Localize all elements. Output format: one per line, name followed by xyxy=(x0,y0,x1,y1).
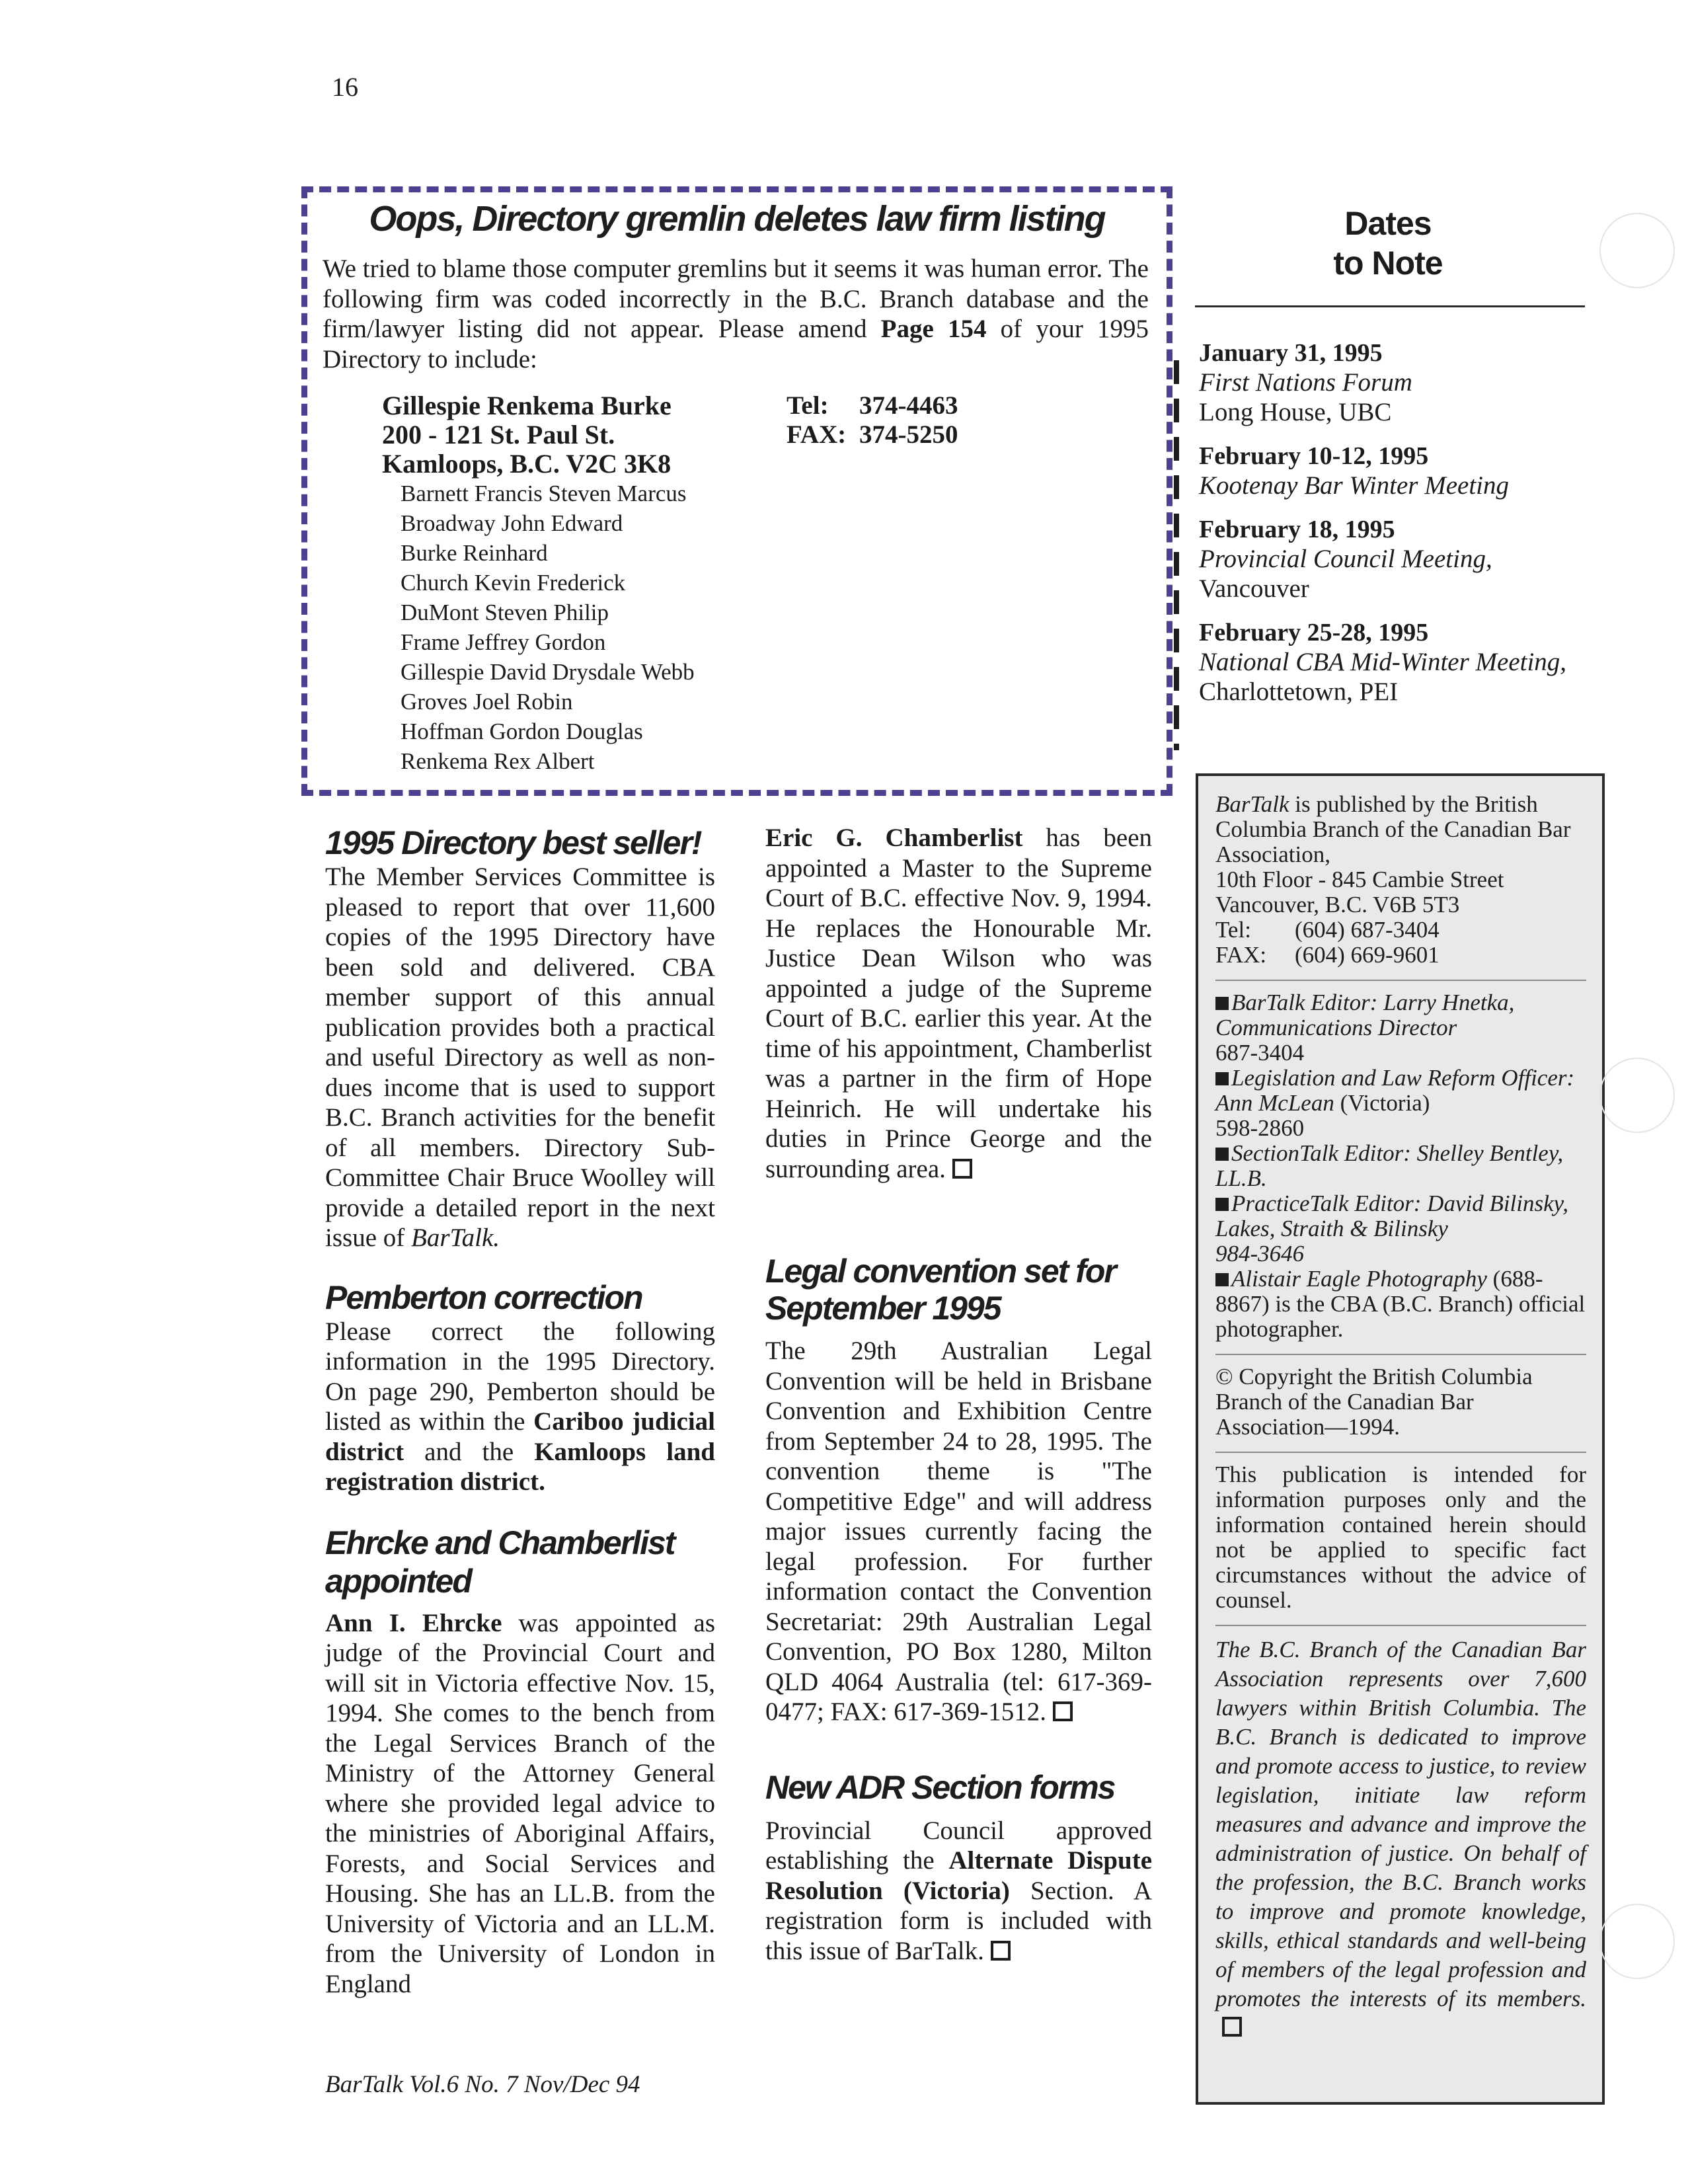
convention-body xyxy=(765,1336,1152,1727)
binder-hole xyxy=(1599,1904,1675,1979)
editor-phone: 687-3404 xyxy=(1215,1040,1305,1066)
oops-headline-text: Oops, Directory gremlin deletes law firm listing xyxy=(369,199,1105,239)
date-label: January 31, 1995 xyxy=(1199,339,1383,367)
dates-title-line1: Dates xyxy=(1344,205,1432,242)
dates-title-line2: to Note xyxy=(1333,245,1443,282)
date-event: First Nations Forum xyxy=(1199,368,1412,397)
end-mark-icon xyxy=(952,1159,972,1179)
sectiontalk-entry xyxy=(1215,1141,1586,1191)
pemberton-bold-2: Kamloops land registration district. xyxy=(325,1437,715,1496)
pub-text: is published by the British Columbia Branch of the Canadian Bar Association, xyxy=(1215,791,1571,867)
adr-headline: New ADR Section forms xyxy=(765,1768,1115,1806)
ehrcke-body xyxy=(325,1608,715,2000)
ehrcke-text: was appointed as judge of the Provincial Court and will sit in Victoria effective Nov. 15, 1994. She comes to the bench from the Legal Services Branch of the Ministry of the Attorney General where she provided legal advice to the ministries of Aboriginal Affairs, Forests, and Social Services and Housing. She has an LL.B. from the University of Victoria and an LL.M. from the University of London in England xyxy=(325,1608,715,1998)
date-place: Vancouver xyxy=(1199,574,1309,603)
legislation-italic: Legislation and Law Reform Officer: Ann McLean xyxy=(1215,1065,1575,1116)
adr-bold: Alternate Dispute Resolution (Victoria) xyxy=(765,1846,1153,1905)
list-item: Broadway John Edward xyxy=(401,510,623,536)
pemberton-body xyxy=(325,1317,715,1497)
firm-tel-label: Tel: xyxy=(787,391,829,420)
middle-column xyxy=(765,823,1152,1966)
pub-italic: BarTalk xyxy=(1215,791,1289,817)
list-item: DuMont Steven Philip xyxy=(401,600,609,625)
bullet-square-icon xyxy=(1215,1072,1229,1085)
adr-text-a: Provincial Council approved establishing the xyxy=(765,1816,1152,1875)
bullet-square-icon xyxy=(1215,1273,1229,1286)
practicetalk-text: PracticeTalk Editor: David Bilinsky, Lakes, Straith & Bilinsky xyxy=(1215,1190,1569,1241)
firm-address-line2: Kamloops, B.C. V2C 3K8 xyxy=(382,449,672,479)
sidebar-divider xyxy=(1215,1354,1586,1355)
date-event: National CBA Mid-Winter Meeting, xyxy=(1199,648,1567,676)
date-entry xyxy=(1199,338,1589,427)
pub-fax xyxy=(1215,943,1586,968)
ehrcke-name: Ann I. Ehrcke xyxy=(325,1608,502,1637)
date-place: Long House, UBC xyxy=(1199,398,1392,426)
firm-name: Gillespie Renkema Burke xyxy=(382,391,672,420)
disclaimer: This publication is intended for information purposes only and the information contained herein should not be applied to specific fact circumstances without the advice of counsel. xyxy=(1215,1462,1586,1613)
left-column xyxy=(325,824,715,1999)
list-item: Groves Joel Robin xyxy=(401,689,573,715)
end-mark-icon xyxy=(991,1941,1011,1961)
pub-tel-label: Tel: xyxy=(1215,917,1251,943)
best-seller-headline: 1995 Directory best seller! xyxy=(325,824,701,861)
photo-italic: Alistair Eagle Photography xyxy=(1231,1266,1487,1292)
bullet-square-icon xyxy=(1215,997,1229,1010)
legislation-phone: 598-2860 xyxy=(1215,1115,1305,1141)
photo-entry xyxy=(1215,1267,1586,1342)
adr-body xyxy=(765,1816,1152,1967)
oops-intro-bold: Page 154 xyxy=(880,315,987,343)
oops-intro xyxy=(323,254,1149,374)
firm-address-line1: 200 - 121 St. Paul St. xyxy=(382,420,615,449)
chamberlist-text: has been appointed a Master to the Supreme Court of B.C. effective Nov. 9, 1994. He replaces the Honourable Mr. Justice Dean Wilson who was appointed a judge of the Supreme Court of B.C. earlier this year. At the time of his appointment, Chamberlist was a partner in the firm of Hope Heinrich. He will undertake his duties in Prince George and the surrounding area. xyxy=(765,824,1152,1183)
practicetalk-phone: 984-3646 xyxy=(1215,1241,1305,1267)
sidebar-divider xyxy=(1215,1625,1586,1626)
bullet-square-icon xyxy=(1215,1198,1229,1211)
list-item: Hoffman Gordon Douglas xyxy=(401,719,643,744)
best-seller-text: The Member Services Committee is pleased to report that over 11,600 copies of the 1995 Directory have been sold and delivered. CBA member support of this annual publication provides both a practical and useful Directory as well as non-dues income that is used to support B.C. Branch activities for the benefit of all members. Directory Sub-Committee Chair Bruce Woolley will provide a detailed report in the next issue of xyxy=(325,863,715,1252)
photo-plain: (688-8867) is the CBA (B.C. Branch) official photographer. xyxy=(1215,1266,1586,1342)
legislation-entry xyxy=(1215,1066,1586,1116)
staff-list xyxy=(1215,990,1586,1342)
sectiontalk-text: SectionTalk Editor: Shelley Bentley, LL.B. xyxy=(1215,1140,1564,1191)
page-number: 16 xyxy=(332,72,358,102)
oops-headline xyxy=(311,198,1163,239)
pub-tel xyxy=(1215,917,1586,943)
oops-intro-a: We tried to blame those computer gremlins but it seems it was human error. The following firm was coded incorrectly in the B.C. Branch database and the firm/lawyer listing did not appear. Please amend xyxy=(323,254,1149,343)
pub-fax-label: FAX: xyxy=(1215,942,1267,968)
bullet-square-icon xyxy=(1215,1148,1229,1161)
dates-title xyxy=(1196,204,1580,283)
convention-headline xyxy=(765,1253,1152,1327)
firm-contact xyxy=(787,391,958,449)
pub-statement xyxy=(1215,792,1586,867)
dates-side-bar xyxy=(1174,360,1179,750)
pub-address-line2: Vancouver, B.C. V6B 5T3 xyxy=(1215,892,1460,917)
list-item: Renkema Rex Albert xyxy=(401,748,595,774)
convention-text: The 29th Australian Legal Convention will be held in Brisbane Convention and Exhibition Centre from September 24 to 28, 1995. The convention theme is "The Competitive Edge" and will address major issues currently facing the legal profession. For further information contact the Convention Secretariat: 29th Australian Legal Convention, PO Box 1280, Milton QLD 4064 Australia (tel: 617-369-0477; FAX: 617-369-1512. xyxy=(765,1337,1152,1726)
mission-statement xyxy=(1215,1635,1586,2043)
date-entry xyxy=(1199,618,1589,707)
binder-hole xyxy=(1599,1058,1675,1133)
list-item: Frame Jeffrey Gordon xyxy=(401,629,606,655)
firm-fax-label: FAX: xyxy=(787,420,847,449)
mission-text: The B.C. Branch of the Canadian Bar Association represents over 7,600 lawyers within British Columbia. The B.C. Branch is dedicated to improve and promote access to justice, to review legislation, initiate law reform measures and advance and improve the administration of justice. On behalf of the profession, the B.C. Branch works to improve and promote knowledge, skills, ethical standards and well-being of members of the legal profession and promotes the interests of its members. xyxy=(1215,1637,1586,2011)
oops-intro-b: of your 1995 Directory to include: xyxy=(323,315,1149,373)
date-label: February 18, 1995 xyxy=(1199,516,1395,543)
convention-headline-line2: September 1995 xyxy=(765,1290,1001,1327)
date-label: February 25-28, 1995 xyxy=(1199,619,1429,646)
sidebar-divider xyxy=(1215,980,1586,981)
binder-hole xyxy=(1599,213,1675,288)
convention-headline-line1: Legal convention set for xyxy=(765,1253,1116,1290)
pub-fax-value: (604) 669-9601 xyxy=(1295,942,1440,968)
firm-fax-value: 374-5250 xyxy=(859,420,958,449)
pub-address xyxy=(1215,867,1586,968)
sidebar-divider xyxy=(1215,1452,1586,1453)
firm-tel-value: 374-4463 xyxy=(859,391,958,420)
adr-text-b: Section. A registration form is included with this issue of BarTalk. xyxy=(765,1876,1152,1965)
end-mark-icon xyxy=(1053,1701,1073,1721)
firm-tel-row xyxy=(787,391,958,420)
dates-list xyxy=(1199,338,1589,721)
pemberton-headline: Pemberton correction xyxy=(325,1278,642,1316)
list-item: Burke Reinhard xyxy=(401,540,548,566)
pemberton-bold-1: Cariboo judicial district xyxy=(325,1407,715,1466)
publication-info-box xyxy=(1196,773,1605,2105)
best-seller-italic: BarTalk. xyxy=(411,1224,500,1252)
date-entry xyxy=(1199,442,1589,500)
editor-entry xyxy=(1215,990,1586,1040)
date-event: Kootenay Bar Winter Meeting xyxy=(1199,471,1509,500)
pemberton-text-a: Please correct the following information in the 1995 Directory. On page 290, Pemberton should be listed as within the xyxy=(325,1317,715,1436)
ehrcke-headline: Ehrcke and Chamberlist appointed xyxy=(325,1524,675,1600)
date-place: Charlottetown, PEI xyxy=(1199,678,1399,706)
copyright: © Copyright the British Columbia Branch of the Canadian Bar Association—1994. xyxy=(1215,1364,1533,1440)
dates-rule xyxy=(1195,305,1585,307)
lawyer-list xyxy=(401,479,695,776)
best-seller-body xyxy=(325,862,715,1253)
legislation-plain: (Victoria) xyxy=(1334,1090,1430,1116)
end-mark-icon xyxy=(1222,2017,1242,2037)
chamberlist-body xyxy=(765,823,1152,1184)
pemberton-text-b: and the xyxy=(404,1437,535,1466)
pub-address-line1: 10th Floor - 845 Cambie Street xyxy=(1215,867,1504,892)
firm-fax-row xyxy=(787,420,958,449)
list-item: Church Kevin Frederick xyxy=(401,570,626,596)
chamberlist-name: Eric G. Chamberlist xyxy=(765,824,1023,852)
firm-listing xyxy=(382,391,672,479)
editor-text: BarTalk Editor: Larry Hnetka, Communications Director xyxy=(1215,990,1515,1040)
date-entry xyxy=(1199,515,1589,604)
pub-tel-value: (604) 687-3404 xyxy=(1295,917,1440,943)
practicetalk-entry xyxy=(1215,1191,1586,1241)
list-item: Barnett Francis Steven Marcus xyxy=(401,481,687,506)
list-item: Gillespie David Drysdale Webb xyxy=(401,659,695,685)
date-label: February 10-12, 1995 xyxy=(1199,442,1429,470)
date-event: Provincial Council Meeting, xyxy=(1199,545,1492,573)
date-event-line xyxy=(1199,647,1569,707)
footer-issue: BarTalk Vol.6 No. 7 Nov/Dec 94 xyxy=(325,2071,640,2098)
